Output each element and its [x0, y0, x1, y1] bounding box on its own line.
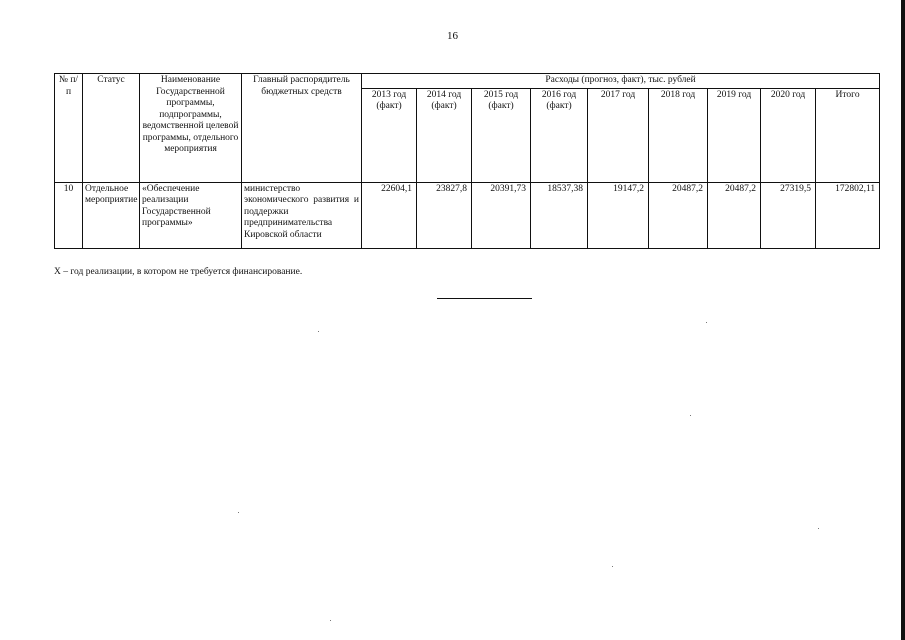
row-value-total: 172802,11 — [816, 182, 880, 248]
row-no: 10 — [55, 182, 83, 248]
header-status: Статус — [83, 74, 140, 183]
header-year: 2015 год (факт) — [472, 88, 531, 182]
budget-table — [54, 73, 880, 249]
row-value-2019: 20487,2 — [708, 182, 761, 248]
closing-rule — [437, 298, 532, 299]
row-value-2014: 23827,8 — [417, 182, 472, 248]
header-administrator: Главный распорядитель бюджетных средств — [242, 74, 362, 183]
row-value-2015: 20391,73 — [472, 182, 531, 248]
row-value-2020: 27319,5 — [761, 182, 816, 248]
header-row-1 — [55, 74, 880, 89]
header-year: 2020 год — [761, 88, 816, 182]
header-name: Наименование Государственной программы, подпрограммы, ведомственной целевой программы, отдельного мероприятия — [140, 74, 242, 183]
header-year: 2014 год (факт) — [417, 88, 472, 182]
row-status: Отдельное мероприятие — [83, 182, 140, 248]
scan-speck — [330, 620, 331, 621]
row-value-2017: 19147,2 — [588, 182, 649, 248]
row-value-2018: 20487,2 — [649, 182, 708, 248]
header-expenses: Расходы (прогноз, факт), тыс. рублей — [362, 74, 880, 89]
scan-speck — [690, 415, 691, 416]
scan-speck — [706, 322, 707, 323]
header-total: Итого — [816, 88, 880, 182]
scan-speck — [818, 528, 819, 529]
table-row — [55, 182, 880, 248]
scan-speck — [612, 566, 613, 567]
header-year: 2019 год — [708, 88, 761, 182]
header-year: 2016 год (факт) — [531, 88, 588, 182]
footnote: X – год реализации, в котором не требуется финансирование. — [54, 267, 303, 277]
scan-speck — [318, 331, 319, 332]
row-administrator: министерство экономического развития и поддержки предпринимательства Кировской области — [242, 182, 362, 248]
scan-speck — [238, 512, 239, 513]
scan-edge-border — [901, 0, 905, 640]
row-name: «Обеспечение реализации Государственной программы» — [140, 182, 242, 248]
header-year: 2017 год — [588, 88, 649, 182]
row-value-2013: 22604,1 — [362, 182, 417, 248]
header-year: 2013 год (факт) — [362, 88, 417, 182]
row-value-2016: 18537,38 — [531, 182, 588, 248]
header-no: № п/п — [55, 74, 83, 183]
header-year: 2018 год — [649, 88, 708, 182]
page-number: 16 — [447, 30, 458, 42]
